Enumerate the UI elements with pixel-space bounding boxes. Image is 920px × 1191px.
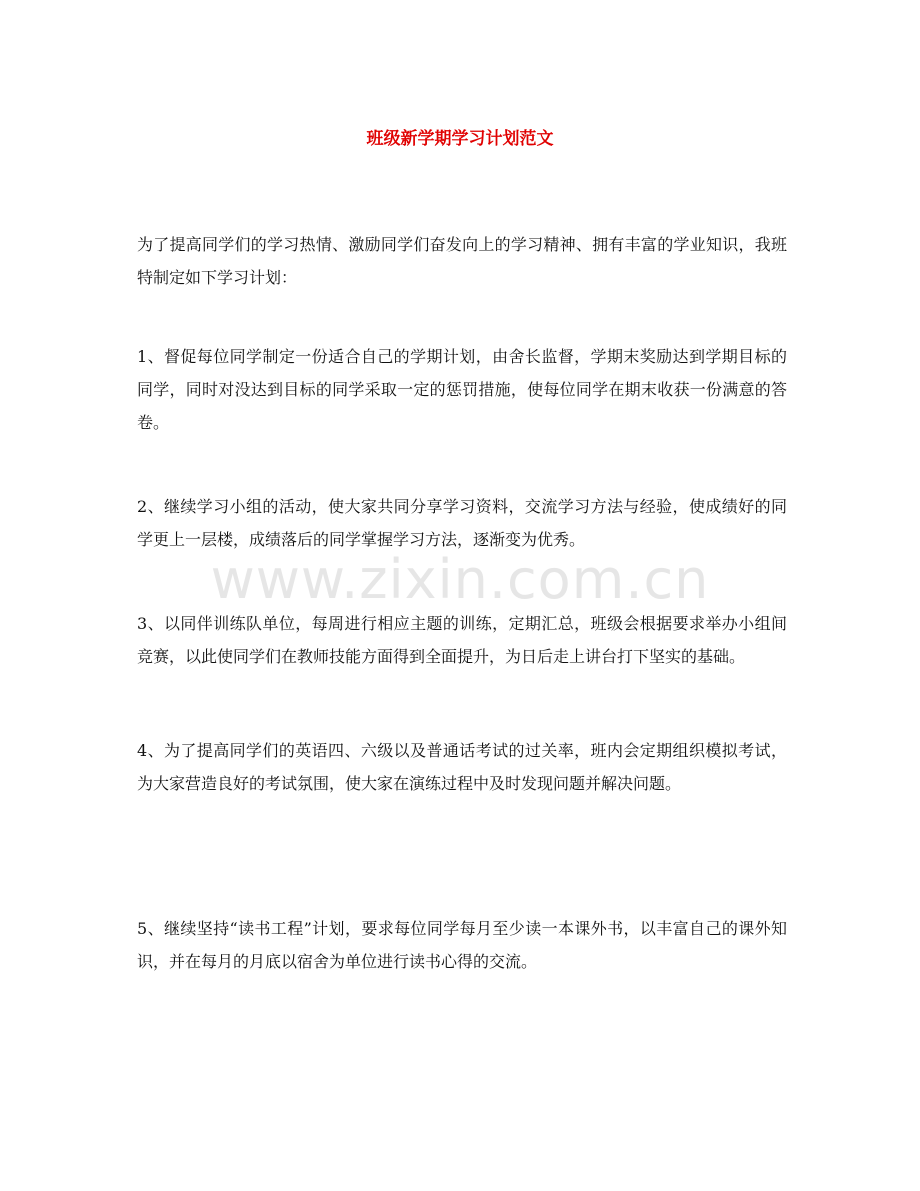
plan-item-2: 2、继续学习小组的活动，使大家共同分享学习资料，交流学习方法与经验，使成绩好的同学更上一层楼，成绩落后的同学掌握学习方法，逐渐变为优秀。 — [137, 497, 787, 549]
plan-item-3: 3、以同伴训练队单位，每周进行相应主题的训练，定期汇总，班级会根据要求举办小组间竞赛，以此使同学们在教师技能方面得到全面提升，为日后走上讲台打下坚实的基础。 — [137, 614, 787, 666]
plan-item-5: 5、继续坚持“读书工程”计划，要求每位同学每月至少读一本课外书，以丰富自己的课外知识，并在每月的月底以宿舍为单位进行读书心得的交流。 — [137, 919, 787, 971]
plan-item-1: 1、督促每位同学制定一份适合自己的学期计划，由舍长监督，学期末奖励达到学期目标的同学，同时对没达到目标的同学采取一定的惩罚措施，使每位同学在期末收获一份满意的答卷。 — [137, 347, 787, 432]
document-title: 班级新学期学习计划范文 — [366, 129, 554, 149]
plan-item-4: 4、为了提高同学们的英语四、六级以及普通话考试的过关率，班内会定期组织模拟考试，为大家营造良好的考试氛围，使大家在演练过程中及时发现问题并解决问题。 — [137, 741, 787, 793]
intro-paragraph: 为了提高同学们的学习热情、激励同学们奋发向上的学习精神、拥有丰富的学业知识，我班特制定如下学习计划： — [137, 235, 787, 287]
watermark: www.zixin.com.cn — [210, 548, 710, 611]
